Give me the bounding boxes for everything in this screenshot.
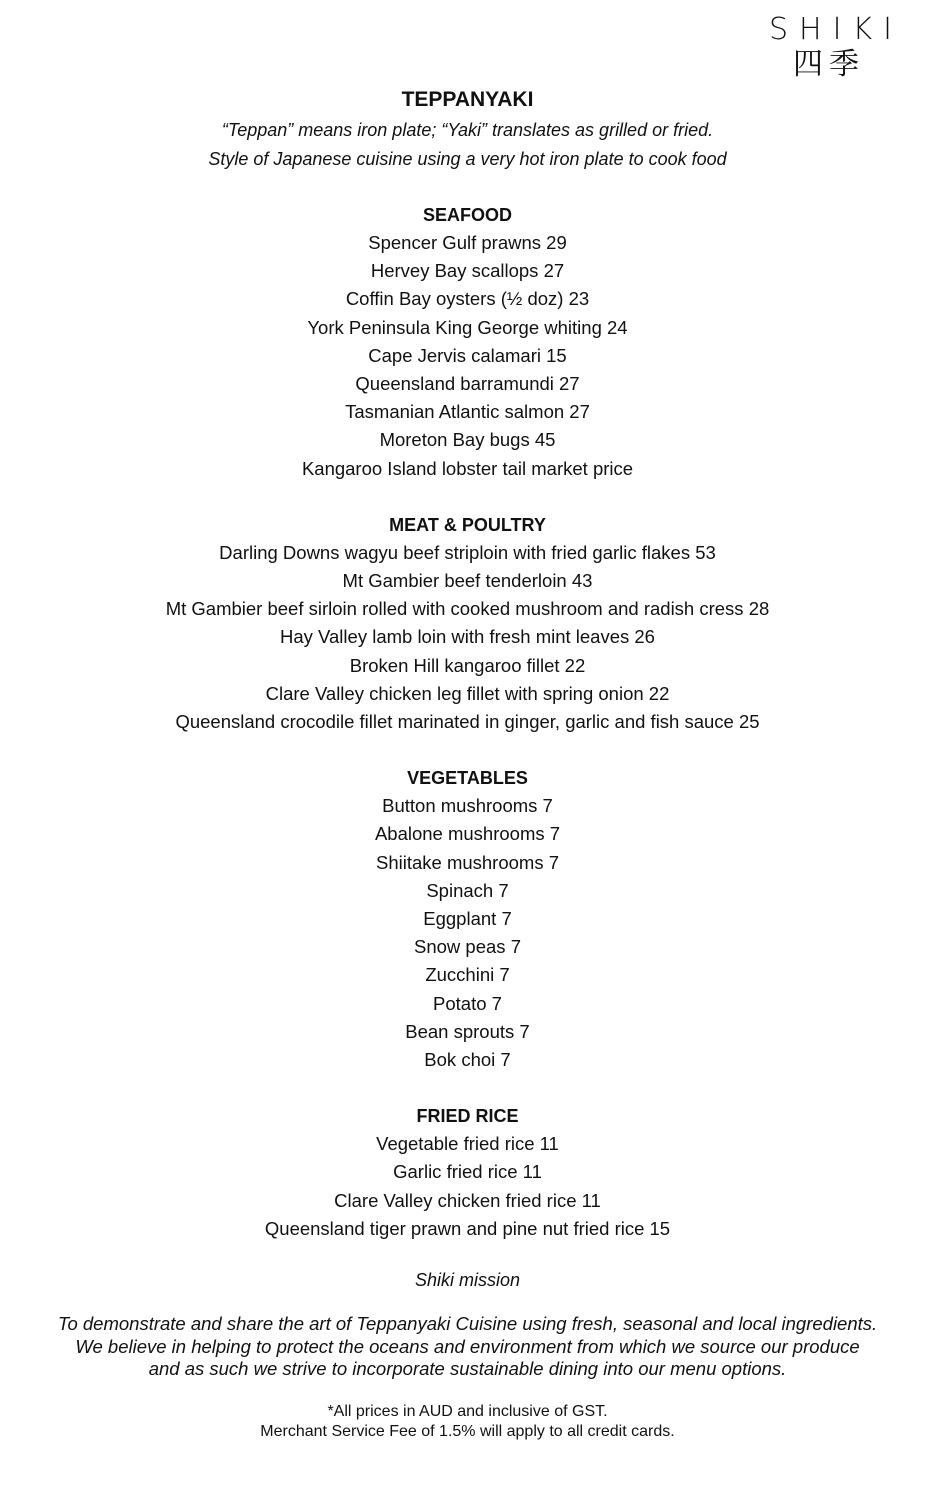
section-title: VEGETABLES — [407, 768, 528, 789]
shiki-logo — [769, 12, 903, 82]
menu-item: Snow peas 7 — [414, 936, 521, 958]
mission-title: Shiki mission — [414, 1270, 521, 1291]
menu-item: Vegetable fried rice 11 — [376, 1133, 559, 1155]
menu-item: Garlic fried rice 11 — [393, 1161, 542, 1183]
page-title: TEPPANYAKI — [401, 88, 534, 111]
menu-item: Bean sprouts 7 — [405, 1020, 530, 1042]
subtitle-line-1: “Teppan” means iron plate; “Yaki” translates as grilled or fried. — [221, 120, 714, 140]
menu-item: Spencer Gulf prawns 29 — [368, 232, 567, 253]
menu-item: Shiitake mushrooms 7 — [375, 851, 560, 873]
section-seafood — [0, 201, 935, 483]
menu-content — [0, 86, 935, 1442]
menu-item: Zucchini 7 — [425, 964, 510, 986]
menu-item: Queensland crocodile fillet marinated in ginger, garlic and fish sauce 25 — [175, 711, 760, 733]
menu-item: Hervey Bay scallops 27 — [370, 260, 565, 282]
menu-item: Potato 7 — [433, 992, 502, 1014]
menu-item: Queensland barramundi 27 — [355, 373, 580, 395]
mission-text: To demonstrate and share the art of Teppanyaki Cuisine using fresh, seasonal and local ingredients. We believe in helping to protect the oceans and environment from which we source our produce and as such we strive to incorporate sustainable dining into our menu options. — [57, 1313, 878, 1380]
footnote-prices: *All prices in AUD and inclusive of GST. — [327, 1402, 608, 1420]
menu-item: Kangaroo Island lobster tail market price — [301, 457, 634, 479]
logo-text: SHIKI — [769, 12, 903, 47]
menu-item: Queensland tiger prawn and pine nut fried rice 15 — [264, 1217, 671, 1239]
section-fried-rice — [0, 1102, 935, 1243]
menu-item: Coffin Bay oysters (½ doz) 23 — [345, 288, 590, 310]
menu-item: Eggplant 7 — [423, 908, 512, 930]
footnote-merchant-fee: Merchant Service Fee of 1.5% will apply to all credit cards. — [260, 1422, 675, 1440]
menu-item: Hay Valley lamb loin with fresh mint leaves 26 — [280, 626, 655, 648]
section-title: MEAT & POULTRY — [389, 514, 546, 535]
menu-item: Moreton Bay bugs 45 — [379, 429, 556, 451]
menu-item: Darling Downs wagyu beef striploin with fried garlic flakes 53 — [219, 541, 716, 563]
logo-cjk-text: 四季 — [793, 47, 865, 82]
menu-item: Bok choi 7 — [424, 1049, 511, 1071]
menu-item: Abalone mushrooms 7 — [374, 823, 561, 845]
menu-item: Spinach 7 — [426, 879, 509, 901]
section-title: FRIED RICE — [416, 1106, 519, 1127]
menu-item: Broken Hill kangaroo fillet 22 — [349, 654, 586, 676]
menu-item: Mt Gambier beef tenderloin 43 — [342, 570, 593, 592]
section-title: SEAFOOD — [422, 205, 512, 225]
subtitle-line-2: Style of Japanese cuisine using a very hot iron plate to cook food — [208, 149, 727, 169]
menu-item: Clare Valley chicken leg fillet with spring onion 22 — [265, 682, 670, 704]
menu-item: Clare Valley chicken fried rice 11 — [334, 1189, 601, 1211]
menu-item: Button mushrooms 7 — [382, 795, 553, 817]
menu-item: York Peninsula King George whiting 24 — [307, 316, 628, 338]
section-meat-poultry — [0, 511, 935, 736]
section-vegetables — [0, 764, 935, 1074]
menu-item: Cape Jervis calamari 15 — [368, 344, 567, 366]
menu-item: Tasmanian Atlantic salmon 27 — [345, 401, 590, 423]
menu-item: Mt Gambier beef sirloin rolled with cooked mushroom and radish cress 28 — [165, 598, 770, 620]
